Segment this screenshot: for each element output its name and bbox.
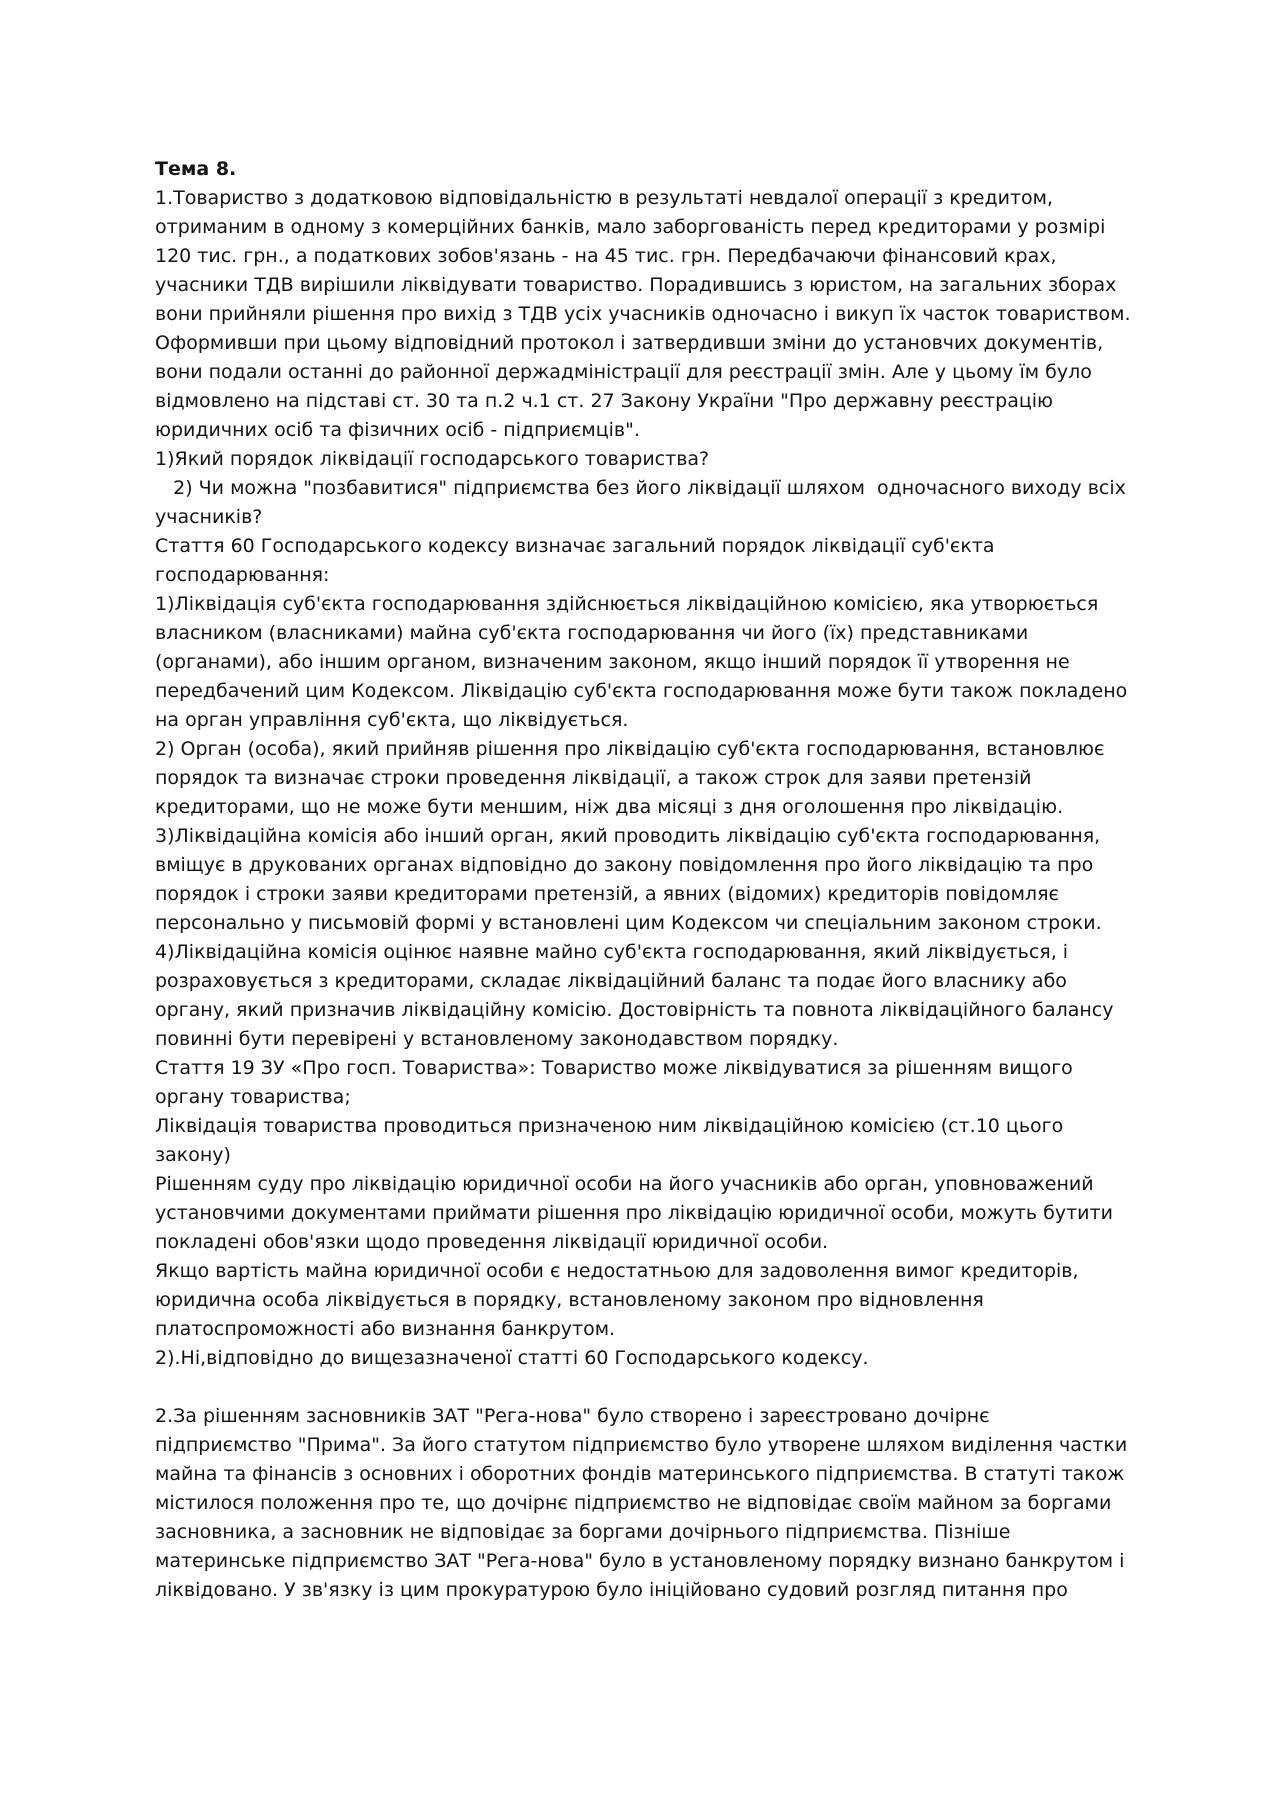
text-line: містилося положення про те, що дочірнє підприємство не відповідає своїм майном за боргами	[155, 1492, 1112, 1514]
text-line: Стаття 60 Господарського кодексу визначає загальний порядок ліквідації суб'єкта	[155, 535, 995, 557]
text-line: Ліквідація товариства проводиться призначеною ним ліквідаційною комісією (ст.10 цього	[155, 1115, 1064, 1137]
text-line: отриманим в одному з комерційних банків, мало заборгованість перед кредиторами у розмірі	[155, 216, 1106, 238]
text-line: повинні бути перевірені у встановленому законодавством порядку.	[155, 1028, 839, 1050]
text-line: 1.Товариство з додатковою відповідальністю в результаті невдалої операції з кредитом,	[155, 187, 1054, 209]
text-line: юридичних осіб та фізичних осіб - підприємців".	[155, 419, 640, 441]
text-line: засновника, а засновник не відповідає за боргами дочірнього підприємства. Пізніше	[155, 1521, 1011, 1543]
text-line: 1)Ліквідація суб'єкта господарювання здійснюється ліквідаційною комісією, яка утворюється	[155, 593, 1099, 615]
text-line: вміщує в друкованих органах відповідно до закону повідомлення про його ліквідацію та про	[155, 854, 1094, 876]
text-line: на орган управління суб'єкта, що ліквідується.	[155, 709, 629, 731]
text-line: 1)Який порядок ліквідації господарського товариства?	[155, 448, 710, 470]
text-line: порядок і строки заяви кредиторами претензій, а явних (відомих) кредиторів повідомляє	[155, 883, 1059, 905]
text-line: порядок та визначає строки проведення ліквідації, а також строк для заяви претензій	[155, 767, 1032, 789]
text-line: учасників?	[155, 506, 263, 528]
text-line: 2) Чи можна "позбавитися" підприємства без його ліквідації шляхом одночасного виходу всіх	[155, 477, 1126, 499]
text-line: майна та фінансів з основних і оборотних фондів материнського підприємства. В статуті також	[155, 1463, 1125, 1485]
blank-line	[155, 1373, 1145, 1402]
text-line: платоспроможності або визнання банкрутом.	[155, 1318, 616, 1340]
text-line: 120 тис. грн., а податкових зобов'язань - на 45 тис. грн. Передбачаючи фінансовий крах,	[155, 245, 1057, 267]
text-line: юридична особа ліквідується в порядку, встановленому законом про відновлення	[155, 1289, 984, 1311]
text-line: закону)	[155, 1144, 231, 1166]
text-line: 2.За рішенням засновників ЗАТ "Рега-нова" було створено і зареєстровано дочірнє	[155, 1405, 990, 1427]
text-line: 4)Ліквідаційна комісія оцінює наявне майно суб'єкта господарювання, який ліквідується, і	[155, 941, 1069, 963]
text-line: господарювання:	[155, 564, 330, 586]
text-line: передбачений цим Кодексом. Ліквідацію суб'єкта господарювання може бути також покладено	[155, 680, 1128, 702]
text-line: розраховується з кредиторами, складає ліквідаційний баланс та подає його власнику або	[155, 970, 1067, 992]
text-line: ліквідовано. У зв'язку із цим прокуратурою було ініційовано судовий розгляд питання про	[155, 1579, 1068, 1601]
text-line: материнське підприємство ЗАТ "Рега-нова" було в установленому порядку визнано банкрутом і	[155, 1550, 1125, 1572]
document-title: Тема 8.	[155, 158, 237, 180]
text-line: Стаття 19 ЗУ «Про госп. Товариства»: Товариство може ліквідуватися за рішенням вищого	[155, 1057, 1073, 1079]
text-line: відмовлено на підставі ст. 30 та п.2 ч.1 ст. 27 Закону України "Про державну реєстрацію	[155, 390, 1054, 412]
text-line: установчими документами приймати рішення про ліквідацію юридичної особи, можуть бутити	[155, 1202, 1113, 1224]
text-line: підприємство "Прима". За його статутом підприємство було утворене шляхом виділення частки	[155, 1434, 1128, 1456]
text-line: Рішенням суду про ліквідацію юридичної особи на його учасників або орган, уповноважений	[155, 1173, 1094, 1195]
text-line: власником (власниками) майна суб'єкта господарювання чи його (їх) представниками	[155, 622, 1029, 644]
text-line: учасники ТДВ вирішили ліквідувати товариство. Порадившись з юристом, на загальних зборах	[155, 274, 1117, 296]
text-line: (органами), або іншим органом, визначеним законом, якщо інший порядок її утворення не	[155, 651, 1070, 673]
text-line: персонально у письмовій формі у встановлені цим Кодексом чи спеціальним законом строки.	[155, 912, 1102, 934]
text-line: органу, який призначив ліквідаційну комісію. Достовірність та повнота ліквідаційного балансу	[155, 999, 1114, 1021]
text-line: покладені обов'язки щодо проведення ліквідації юридичної особи.	[155, 1231, 829, 1253]
text-line: вони подали останні до районної держадміністрації для реєстрації змін. Але у цьому їм було	[155, 361, 1092, 383]
text-line: 2) Орган (особа), який прийняв рішення про ліквідацію суб'єкта господарювання, встановлює	[155, 738, 1105, 760]
text-line: 3)Ліквідаційна комісія або інший орган, який проводить ліквідацію суб'єкта господарювання,	[155, 825, 1101, 847]
text-line: Оформивши при цьому відповідний протокол і затвердивши зміни до установчих документів,	[155, 332, 1104, 354]
text-line: кредиторами, що не може бути меншим, ніж два місяці з дня оголошення про ліквідацію.	[155, 796, 1064, 818]
text-line: 2).Ні,відповідно до вищезазначеної статті 60 Господарського кодексу.	[155, 1347, 869, 1369]
document-page	[155, 155, 1145, 1605]
text-line: органу товариства;	[155, 1086, 351, 1108]
text-line: вони прийняли рішення про вихід з ТДВ усіх учасників одночасно і викуп їх часток товариством.	[155, 303, 1131, 325]
text-line: Якщо вартість майна юридичної особи є недостатньою для задоволення вимог кредиторів,	[155, 1260, 1079, 1282]
document-body	[155, 184, 1145, 1605]
